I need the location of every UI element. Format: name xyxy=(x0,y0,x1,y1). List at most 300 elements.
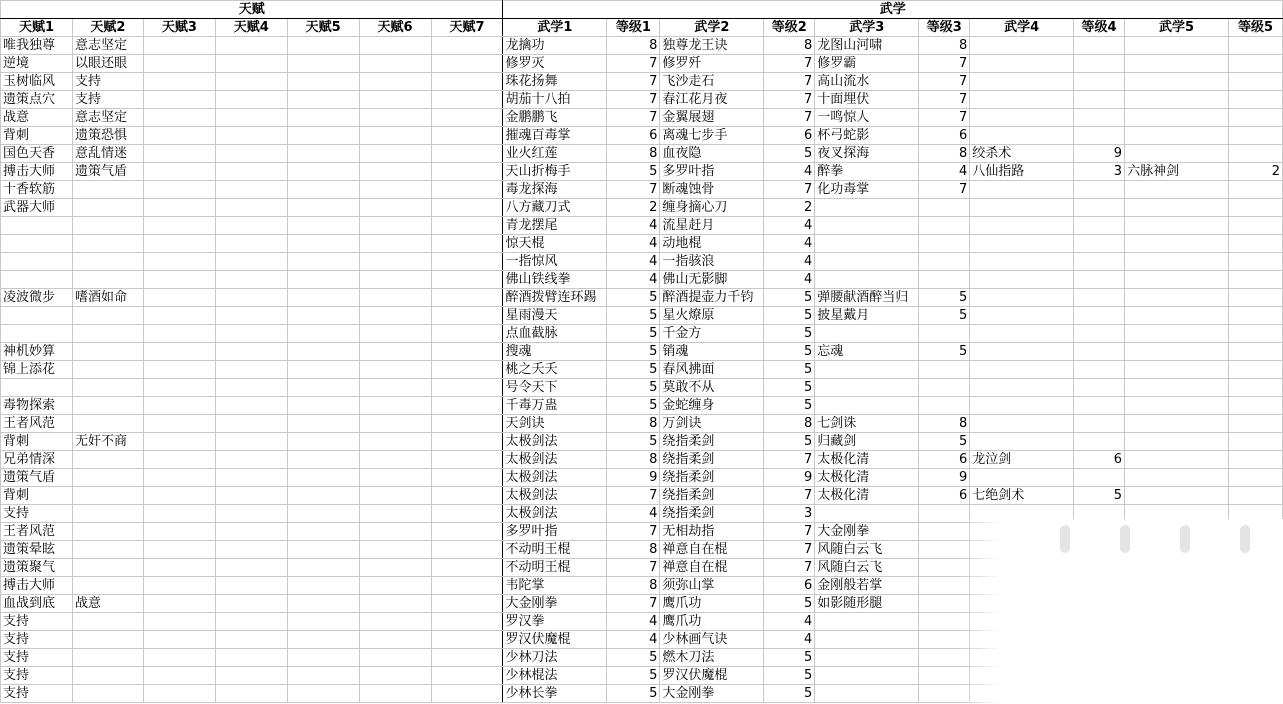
cell[interactable] xyxy=(970,235,1074,253)
cell[interactable] xyxy=(1,325,73,343)
cell[interactable]: 支持 xyxy=(1,649,73,667)
cell[interactable] xyxy=(72,235,143,253)
cell[interactable]: 醉拳 xyxy=(815,163,919,181)
cell[interactable]: 5 xyxy=(607,379,660,397)
cell[interactable] xyxy=(143,613,215,631)
cell[interactable]: 龙图山河啸 xyxy=(815,37,919,55)
cell[interactable]: 佛山铁线拳 xyxy=(503,271,607,289)
cell[interactable] xyxy=(431,451,503,469)
cell[interactable]: 离魂七步手 xyxy=(660,127,764,145)
cell[interactable] xyxy=(1228,451,1282,469)
cell[interactable] xyxy=(359,631,431,649)
cell[interactable] xyxy=(815,361,919,379)
cell[interactable] xyxy=(287,307,359,325)
cell[interactable] xyxy=(72,307,143,325)
cell[interactable]: 禅意自在棍 xyxy=(660,559,764,577)
cell[interactable] xyxy=(143,415,215,433)
cell[interactable] xyxy=(72,415,143,433)
cell[interactable] xyxy=(1228,235,1282,253)
cell[interactable] xyxy=(970,271,1074,289)
cell[interactable] xyxy=(287,487,359,505)
cell[interactable] xyxy=(815,397,919,415)
cell[interactable]: 太极化清 xyxy=(815,451,919,469)
cell[interactable]: 胡茄十八拍 xyxy=(503,91,607,109)
cell[interactable]: 7 xyxy=(764,541,815,559)
cell[interactable] xyxy=(970,415,1074,433)
cell[interactable] xyxy=(1228,91,1282,109)
cell[interactable] xyxy=(815,685,919,703)
cell[interactable] xyxy=(215,523,287,541)
cell[interactable] xyxy=(431,433,503,451)
cell[interactable] xyxy=(287,523,359,541)
cell[interactable]: 5 xyxy=(607,397,660,415)
cell[interactable] xyxy=(359,307,431,325)
cell[interactable] xyxy=(431,595,503,613)
cell[interactable] xyxy=(1074,253,1125,271)
cell[interactable]: 点血截脉 xyxy=(503,325,607,343)
cell[interactable]: 9 xyxy=(764,469,815,487)
cell[interactable]: 5 xyxy=(764,379,815,397)
cell[interactable]: 珠花扬舞 xyxy=(503,73,607,91)
cell[interactable] xyxy=(970,469,1074,487)
cell[interactable] xyxy=(970,181,1074,199)
cell[interactable] xyxy=(72,325,143,343)
cell[interactable] xyxy=(970,325,1074,343)
cell[interactable] xyxy=(143,469,215,487)
cell[interactable]: 化功毒掌 xyxy=(815,181,919,199)
cell[interactable] xyxy=(431,343,503,361)
cell[interactable] xyxy=(1228,379,1282,397)
cell[interactable] xyxy=(359,199,431,217)
cell[interactable] xyxy=(1074,91,1125,109)
cell[interactable]: 3 xyxy=(1074,163,1125,181)
cell[interactable]: 太极化清 xyxy=(815,487,919,505)
cell[interactable]: 支持 xyxy=(1,667,73,685)
cell[interactable] xyxy=(431,541,503,559)
cell[interactable] xyxy=(1074,325,1125,343)
cell[interactable] xyxy=(1228,325,1282,343)
cell[interactable] xyxy=(287,577,359,595)
cell[interactable]: 6 xyxy=(919,487,970,505)
cell[interactable] xyxy=(1,235,73,253)
cell[interactable] xyxy=(1125,415,1229,433)
cell[interactable]: 青龙摆尾 xyxy=(503,217,607,235)
cell[interactable]: 4 xyxy=(764,271,815,289)
cell[interactable]: 遗策点穴 xyxy=(1,91,73,109)
cell[interactable] xyxy=(215,451,287,469)
cell[interactable] xyxy=(287,631,359,649)
cell[interactable]: 5 xyxy=(607,685,660,703)
cell[interactable] xyxy=(1228,469,1282,487)
cell[interactable]: 7 xyxy=(607,523,660,541)
cell[interactable]: 少林长拳 xyxy=(503,685,607,703)
cell[interactable] xyxy=(215,595,287,613)
cell[interactable]: 动地棍 xyxy=(660,235,764,253)
cell[interactable] xyxy=(431,199,503,217)
cell[interactable] xyxy=(359,523,431,541)
cell[interactable] xyxy=(431,577,503,595)
cell[interactable]: 销魂 xyxy=(660,343,764,361)
cell[interactable] xyxy=(970,343,1074,361)
cell[interactable] xyxy=(431,487,503,505)
cell[interactable]: 背刺 xyxy=(1,433,73,451)
cell[interactable]: 神机妙算 xyxy=(1,343,73,361)
cell[interactable] xyxy=(143,397,215,415)
cell[interactable]: 7 xyxy=(607,595,660,613)
cell[interactable]: 5 xyxy=(764,649,815,667)
cell[interactable] xyxy=(1125,397,1229,415)
cell[interactable] xyxy=(215,181,287,199)
cell[interactable]: 6 xyxy=(1074,451,1125,469)
cell[interactable] xyxy=(1,217,73,235)
cell[interactable]: 一鸣惊人 xyxy=(815,109,919,127)
cell[interactable] xyxy=(359,127,431,145)
cell[interactable]: 星火燎原 xyxy=(660,307,764,325)
cell[interactable] xyxy=(143,451,215,469)
cell[interactable] xyxy=(431,37,503,55)
column-header[interactable]: 等级4 xyxy=(1074,19,1125,37)
cell[interactable] xyxy=(1125,469,1229,487)
cell[interactable] xyxy=(1228,37,1282,55)
cell[interactable] xyxy=(287,145,359,163)
cell[interactable]: 醉酒拨臂连环踢 xyxy=(503,289,607,307)
cell[interactable]: 十香软筋 xyxy=(1,181,73,199)
cell[interactable] xyxy=(287,451,359,469)
cell[interactable] xyxy=(359,451,431,469)
cell[interactable] xyxy=(970,361,1074,379)
cell[interactable] xyxy=(815,235,919,253)
cell[interactable]: 修罗霸 xyxy=(815,55,919,73)
cell[interactable]: 无奸不商 xyxy=(72,433,143,451)
cell[interactable] xyxy=(215,487,287,505)
cell[interactable] xyxy=(215,613,287,631)
cell[interactable] xyxy=(143,541,215,559)
cell[interactable] xyxy=(359,595,431,613)
cell[interactable] xyxy=(359,649,431,667)
cell[interactable]: 4 xyxy=(607,271,660,289)
cell[interactable] xyxy=(287,469,359,487)
cell[interactable] xyxy=(215,55,287,73)
cell[interactable]: 七剑诛 xyxy=(815,415,919,433)
cell[interactable]: 高山流水 xyxy=(815,73,919,91)
cell[interactable] xyxy=(287,595,359,613)
cell[interactable] xyxy=(1125,487,1229,505)
cell[interactable]: 佛山无影脚 xyxy=(660,271,764,289)
cell[interactable]: 万剑诀 xyxy=(660,415,764,433)
cell[interactable]: 9 xyxy=(1074,145,1125,163)
cell[interactable]: 绞杀术 xyxy=(970,145,1074,163)
cell[interactable]: 4 xyxy=(607,631,660,649)
cell[interactable] xyxy=(919,253,970,271)
cell[interactable]: 玉树临风 xyxy=(1,73,73,91)
cell[interactable] xyxy=(287,505,359,523)
cell[interactable] xyxy=(1074,127,1125,145)
cell[interactable] xyxy=(287,289,359,307)
cell[interactable] xyxy=(431,559,503,577)
cell[interactable]: 意志坚定 xyxy=(72,109,143,127)
cell[interactable] xyxy=(815,649,919,667)
cell[interactable] xyxy=(287,235,359,253)
cell[interactable] xyxy=(72,559,143,577)
cell[interactable] xyxy=(72,379,143,397)
cell[interactable]: 罗汉伏魔棍 xyxy=(660,667,764,685)
cell[interactable] xyxy=(919,397,970,415)
column-header[interactable]: 天赋2 xyxy=(72,19,143,37)
cell[interactable]: 不动明王棍 xyxy=(503,541,607,559)
cell[interactable] xyxy=(1125,37,1229,55)
cell[interactable] xyxy=(1125,253,1229,271)
cell[interactable] xyxy=(143,181,215,199)
cell[interactable]: 桃之夭夭 xyxy=(503,361,607,379)
column-header[interactable]: 天赋5 xyxy=(287,19,359,37)
cell[interactable] xyxy=(431,613,503,631)
cell[interactable] xyxy=(970,37,1074,55)
cell[interactable]: 2 xyxy=(1228,163,1282,181)
cell[interactable]: 5 xyxy=(919,343,970,361)
cell[interactable]: 7 xyxy=(919,91,970,109)
cell[interactable]: 六脉神剑 xyxy=(1125,163,1229,181)
cell[interactable]: 7 xyxy=(607,487,660,505)
cell[interactable] xyxy=(431,127,503,145)
cell[interactable] xyxy=(143,37,215,55)
cell[interactable]: 如影随形腿 xyxy=(815,595,919,613)
cell[interactable] xyxy=(431,163,503,181)
cell[interactable] xyxy=(431,649,503,667)
cell[interactable]: 4 xyxy=(764,253,815,271)
cell[interactable]: 断魂蚀骨 xyxy=(660,181,764,199)
cell[interactable]: 7 xyxy=(607,73,660,91)
cell[interactable]: 5 xyxy=(919,433,970,451)
cell[interactable]: 7 xyxy=(607,91,660,109)
cell[interactable]: 7 xyxy=(764,487,815,505)
cell[interactable]: 8 xyxy=(919,415,970,433)
cell[interactable]: 5 xyxy=(607,343,660,361)
cell[interactable]: 5 xyxy=(764,325,815,343)
cell[interactable] xyxy=(359,505,431,523)
group-header-talent[interactable]: 天赋 xyxy=(1,1,503,19)
cell[interactable] xyxy=(359,613,431,631)
cell[interactable]: 5 xyxy=(607,361,660,379)
cell[interactable] xyxy=(431,667,503,685)
cell[interactable] xyxy=(431,361,503,379)
cell[interactable]: 太极剑法 xyxy=(503,505,607,523)
cell[interactable] xyxy=(1228,307,1282,325)
cell[interactable] xyxy=(1074,199,1125,217)
cell[interactable]: 多罗叶指 xyxy=(503,523,607,541)
cell[interactable] xyxy=(359,217,431,235)
cell[interactable] xyxy=(1228,109,1282,127)
cell[interactable]: 摧魂百毒掌 xyxy=(503,127,607,145)
cell[interactable] xyxy=(72,649,143,667)
cell[interactable] xyxy=(970,127,1074,145)
cell[interactable] xyxy=(359,271,431,289)
cell[interactable] xyxy=(143,379,215,397)
cell[interactable] xyxy=(815,217,919,235)
cell[interactable] xyxy=(287,253,359,271)
cell[interactable] xyxy=(215,559,287,577)
cell[interactable]: 血夜隐 xyxy=(660,145,764,163)
cell[interactable]: 杯弓蛇影 xyxy=(815,127,919,145)
cell[interactable]: 七绝剑术 xyxy=(970,487,1074,505)
cell[interactable] xyxy=(287,199,359,217)
cell[interactable]: 缠身摘心刀 xyxy=(660,199,764,217)
cell[interactable] xyxy=(431,631,503,649)
cell[interactable]: 星雨漫天 xyxy=(503,307,607,325)
cell[interactable] xyxy=(72,199,143,217)
cell[interactable]: 唯我独尊 xyxy=(1,37,73,55)
cell[interactable]: 少林刀法 xyxy=(503,649,607,667)
cell[interactable]: 8 xyxy=(607,541,660,559)
cell[interactable] xyxy=(359,469,431,487)
cell[interactable] xyxy=(143,685,215,703)
cell[interactable]: 背刺 xyxy=(1,487,73,505)
cell[interactable] xyxy=(215,631,287,649)
cell[interactable] xyxy=(215,649,287,667)
cell[interactable] xyxy=(215,217,287,235)
cell[interactable]: 5 xyxy=(764,307,815,325)
cell[interactable] xyxy=(72,397,143,415)
cell[interactable] xyxy=(143,217,215,235)
cell[interactable]: 支持 xyxy=(1,505,73,523)
cell[interactable] xyxy=(287,127,359,145)
cell[interactable] xyxy=(1125,361,1229,379)
cell[interactable] xyxy=(72,181,143,199)
cell[interactable]: 遗策气盾 xyxy=(1,469,73,487)
column-header[interactable]: 武学1 xyxy=(503,19,607,37)
cell[interactable] xyxy=(1074,343,1125,361)
cell[interactable] xyxy=(143,487,215,505)
cell[interactable]: 无相劫指 xyxy=(660,523,764,541)
cell[interactable] xyxy=(1074,217,1125,235)
cell[interactable] xyxy=(431,181,503,199)
cell[interactable]: 凌波微步 xyxy=(1,289,73,307)
cell[interactable]: 绕指柔剑 xyxy=(660,505,764,523)
cell[interactable] xyxy=(815,631,919,649)
cell[interactable] xyxy=(1228,145,1282,163)
cell[interactable] xyxy=(287,109,359,127)
cell[interactable] xyxy=(215,91,287,109)
cell[interactable]: 归藏剑 xyxy=(815,433,919,451)
cell[interactable] xyxy=(72,361,143,379)
cell[interactable] xyxy=(359,145,431,163)
cell[interactable] xyxy=(1,307,73,325)
cell[interactable] xyxy=(143,109,215,127)
cell[interactable] xyxy=(72,343,143,361)
cell[interactable]: 4 xyxy=(607,235,660,253)
cell[interactable]: 太极化清 xyxy=(815,469,919,487)
cell[interactable] xyxy=(215,685,287,703)
cell[interactable]: 须弥山掌 xyxy=(660,577,764,595)
cell[interactable] xyxy=(970,289,1074,307)
cell[interactable] xyxy=(215,541,287,559)
cell[interactable] xyxy=(287,667,359,685)
cell[interactable] xyxy=(431,55,503,73)
cell[interactable] xyxy=(1125,289,1229,307)
cell[interactable] xyxy=(1228,343,1282,361)
cell[interactable]: 7 xyxy=(607,109,660,127)
cell[interactable]: 5 xyxy=(764,667,815,685)
cell[interactable] xyxy=(970,199,1074,217)
cell[interactable] xyxy=(1074,73,1125,91)
cell[interactable] xyxy=(143,163,215,181)
cell[interactable]: 搏击大师 xyxy=(1,577,73,595)
cell[interactable] xyxy=(215,289,287,307)
cell[interactable] xyxy=(815,613,919,631)
cell[interactable]: 5 xyxy=(764,397,815,415)
cell[interactable]: 遗策晕眩 xyxy=(1,541,73,559)
cell[interactable] xyxy=(1074,415,1125,433)
cell[interactable]: 6 xyxy=(919,451,970,469)
cell[interactable] xyxy=(970,397,1074,415)
cell[interactable]: 弹腰献酒醉当归 xyxy=(815,289,919,307)
cell[interactable]: 大金刚拳 xyxy=(815,523,919,541)
cell[interactable]: 搜魂 xyxy=(503,343,607,361)
cell[interactable] xyxy=(72,217,143,235)
cell[interactable] xyxy=(215,109,287,127)
cell[interactable] xyxy=(1,271,73,289)
column-header[interactable]: 武学5 xyxy=(1125,19,1229,37)
cell[interactable]: 天剑诀 xyxy=(503,415,607,433)
cell[interactable]: 莫敢不从 xyxy=(660,379,764,397)
cell[interactable]: 燃木刀法 xyxy=(660,649,764,667)
cell[interactable] xyxy=(215,361,287,379)
column-header[interactable]: 武学4 xyxy=(970,19,1074,37)
cell[interactable] xyxy=(970,217,1074,235)
cell[interactable]: 7 xyxy=(764,55,815,73)
cell[interactable]: 金翼展翅 xyxy=(660,109,764,127)
cell[interactable] xyxy=(359,55,431,73)
column-header[interactable]: 天赋4 xyxy=(215,19,287,37)
cell[interactable] xyxy=(1074,469,1125,487)
column-header[interactable]: 天赋6 xyxy=(359,19,431,37)
cell[interactable] xyxy=(970,307,1074,325)
cell[interactable] xyxy=(1228,289,1282,307)
cell[interactable]: 遗策聚气 xyxy=(1,559,73,577)
cell[interactable]: 武器大师 xyxy=(1,199,73,217)
cell[interactable]: 4 xyxy=(607,253,660,271)
cell[interactable] xyxy=(1125,451,1229,469)
cell[interactable] xyxy=(815,253,919,271)
column-header[interactable]: 等级1 xyxy=(607,19,660,37)
cell[interactable] xyxy=(72,523,143,541)
cell[interactable] xyxy=(431,217,503,235)
cell[interactable]: 遗策气盾 xyxy=(72,163,143,181)
cell[interactable]: 少林棍法 xyxy=(503,667,607,685)
cell[interactable] xyxy=(1125,235,1229,253)
cell[interactable]: 不动明王棍 xyxy=(503,559,607,577)
cell[interactable] xyxy=(1,253,73,271)
cell[interactable]: 9 xyxy=(919,469,970,487)
cell[interactable] xyxy=(431,109,503,127)
cell[interactable]: 6 xyxy=(764,577,815,595)
cell[interactable] xyxy=(215,433,287,451)
cell[interactable] xyxy=(359,667,431,685)
cell[interactable]: 5 xyxy=(607,667,660,685)
cell[interactable] xyxy=(431,325,503,343)
cell[interactable] xyxy=(143,667,215,685)
cell[interactable]: 八方藏刀式 xyxy=(503,199,607,217)
cell[interactable] xyxy=(1228,415,1282,433)
cell[interactable]: 春风拂面 xyxy=(660,361,764,379)
cell[interactable]: 7 xyxy=(919,181,970,199)
cell[interactable]: 8 xyxy=(764,37,815,55)
cell[interactable]: 披星戴月 xyxy=(815,307,919,325)
cell[interactable]: 十面埋伏 xyxy=(815,91,919,109)
cell[interactable] xyxy=(287,541,359,559)
cell[interactable]: 八仙指路 xyxy=(970,163,1074,181)
column-header[interactable]: 等级5 xyxy=(1228,19,1282,37)
cell[interactable] xyxy=(287,343,359,361)
